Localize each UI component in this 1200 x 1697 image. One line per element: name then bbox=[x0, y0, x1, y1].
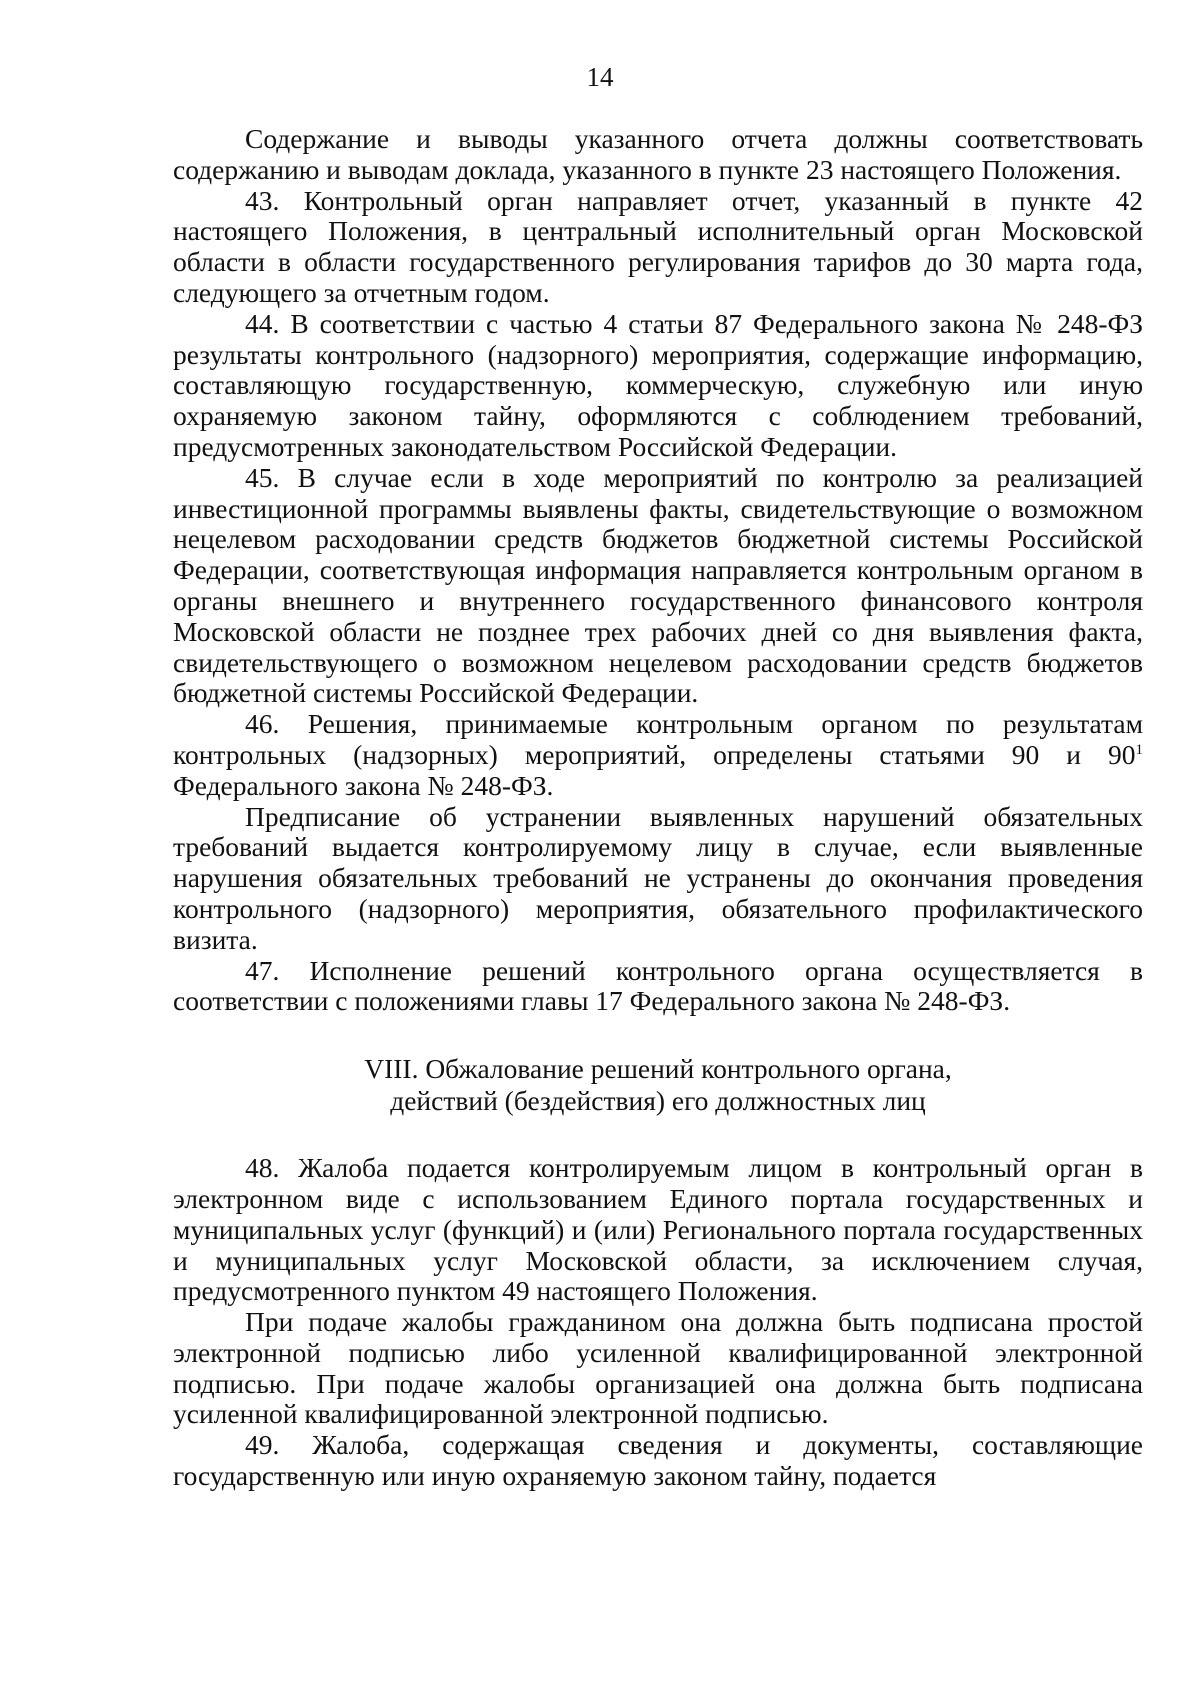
paragraph-48: 48. Жалоба подается контролируемым лицом в контрольный орган в электронном виде с использованием Единого портала государственных и муниципальных услуг (функций) и (или) Регионального портала государственных и муниципальных услуг Московской области, за исключением случая, предусмотренного пунктом 49 настоящего Положения. bbox=[173, 1152, 1143, 1307]
paragraph-46 bbox=[173, 709, 1143, 801]
paragraph-prescription: Предписание об устранении выявленных нарушений обязательных требований выдается контролируемому лицу в случае, если выявленные нарушения обязательных требований не устранены до окончания проведения контрольного (надзорного) мероприятия, обязательного профилактического визита. bbox=[173, 800, 1143, 955]
document-body bbox=[173, 124, 1143, 1492]
section-heading-line-2: действий (бездействия) его должностных лиц bbox=[390, 1085, 926, 1117]
paragraph: Содержание и выводы указанного отчета должны соответствовать содержанию и выводам доклада, указанного в пункте 23 настоящего Положения. bbox=[173, 123, 1143, 185]
superscript-1: 1 bbox=[1135, 741, 1143, 758]
paragraph-45: 45. В случае если в ходе мероприятий по контролю за реализацией инвестиционной программы выявлены факты, свидетельствующие о возможном нецелевом расходовании средств бюджетов бюджетной системы Российской Федерации, соответствующая информация направляется контрольным органом в органы внешнего и внутреннего государственного финансового контроля Московской области не позднее трех рабочих дней со дня выявления факта, свидетельствующего о возможном нецелевом расходовании средств бюджетов бюджетной системы Российской Федерации. bbox=[173, 461, 1143, 709]
paragraph-47: 47. Исполнение решений контрольного органа осуществляется в соответствии с положениями главы 17 Федерального закона № 248-ФЗ. bbox=[173, 954, 1143, 1017]
paragraph-49: 49. Жалоба, содержащая сведения и документы, составляющие государственную или иную охраняемую законом тайну, подается bbox=[173, 1429, 1143, 1492]
page-number: 14 bbox=[586, 62, 614, 92]
paragraph-44: 44. В соответствии с частью 4 статьи 87 Федерального закона № 248-ФЗ результаты контрольного (надзорного) мероприятия, содержащие информацию, составляющую государственную, коммерческую, служебную или иную охраняемую законом тайну, оформляются с соблюдением требований, предусмотренных законодательством Российской Федерации. bbox=[173, 307, 1143, 462]
section-heading-line-1: VIII. Обжалование решений контрольного органа, bbox=[364, 1053, 952, 1085]
paragraph-46-tail: Федерального закона № 248-ФЗ. bbox=[173, 769, 554, 801]
paragraph-46-text: 46. Решения, принимаемые контрольным органом по результатам контрольных (надзорных) мероприятий, определены статьями 90 и 90 bbox=[173, 708, 1143, 770]
paragraph-signature: При подаче жалобы гражданином она должна быть подписана простой электронной подписью либо усиленной квалифицированной электронной подписью. При подаче жалобы организацией она должна быть подписана усиленной квалифицированной электронной подписью. bbox=[173, 1306, 1143, 1430]
section-heading bbox=[173, 1053, 1143, 1117]
paragraph-43: 43. Контрольный орган направляет отчет, указанный в пункте 42 настоящего Положения, в центральный исполнительный орган Московской области в области государственного регулирования тарифов до 30 марта года, следующего за отчетным годом. bbox=[173, 184, 1143, 308]
